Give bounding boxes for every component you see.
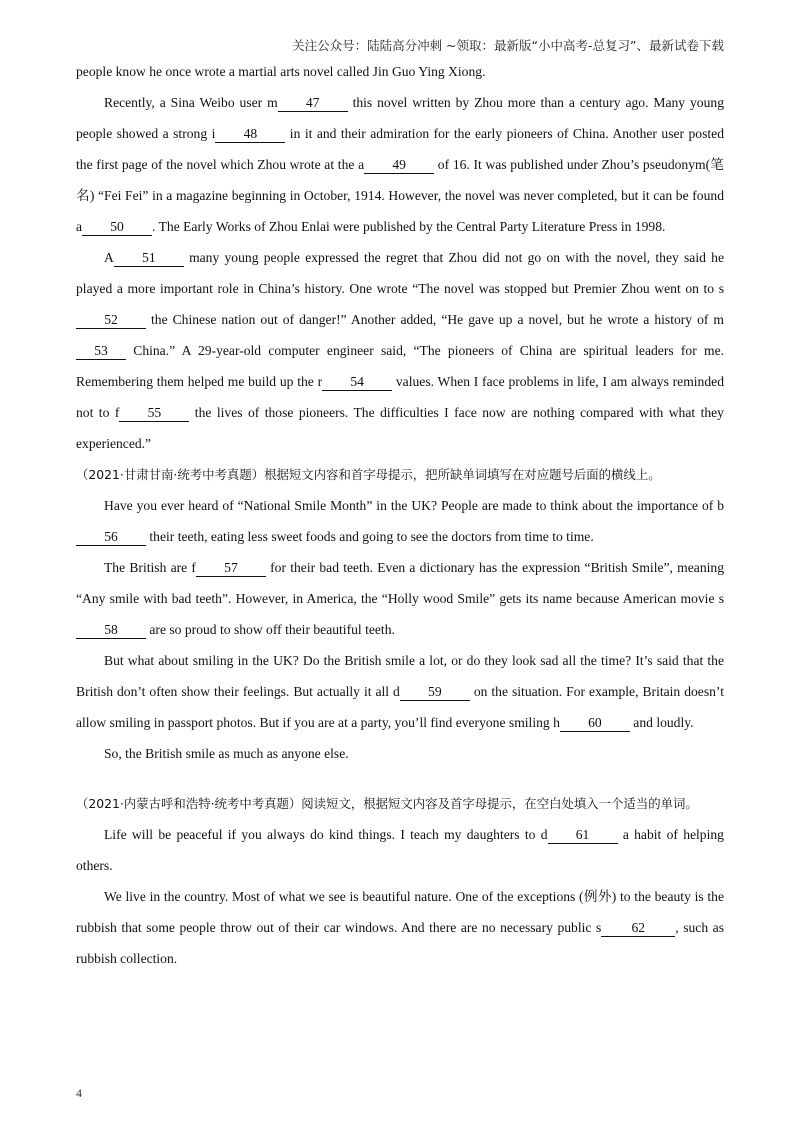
blank-59[interactable]: 59 <box>400 684 470 701</box>
paragraph-6 <box>76 645 724 738</box>
text-run: many young people expressed the regret that Zhou did not go on with the novel, they said he played a more important role in China’s history. One wrote “The novel was stopped but Premier Zhou went on to s <box>76 250 724 296</box>
blank-51[interactable]: 51 <box>114 250 184 267</box>
text-run: on the situation. For example, Britain doesn’t allow smiling in passport photos. But if you are at a party, you’ll find everyone smiling h <box>76 684 724 730</box>
text-run: a habit of helping others. <box>76 827 724 873</box>
paragraph-8 <box>76 819 724 881</box>
paragraph-2 <box>76 87 724 242</box>
paragraph-5 <box>76 552 724 645</box>
text-run: for their bad teeth. Even a dictionary has the expression “British Smile”, meaning “Any smile with bad teeth”. However, in America, the “Holly wood Smile” gets its name because American movie s <box>76 560 724 606</box>
blank-55[interactable]: 55 <box>119 405 189 422</box>
blank-54[interactable]: 54 <box>322 374 392 391</box>
text-run: The British are f <box>104 560 196 575</box>
blank-48[interactable]: 48 <box>215 126 285 143</box>
blank-62[interactable]: 62 <box>601 920 675 937</box>
paragraph-1 <box>76 56 724 87</box>
text-run: are so proud to show off their beautiful teeth. <box>146 622 395 637</box>
blank-49[interactable]: 49 <box>364 157 434 174</box>
text-run: the lives of those pioneers. The difficulties I face now are nothing compared with what they experienced.” <box>76 405 724 451</box>
blank-58[interactable]: 58 <box>76 622 146 639</box>
text-run: China.” A 29-year-old computer engineer said, “The pioneers of China are spiritual leaders for me. Remembering them helped me build up the r <box>76 343 724 389</box>
document-body <box>76 56 724 974</box>
page-header: 关注公众号：陆陆高分冲刺 ~领取：最新版“小中高考-总复习”、最新试卷下载 <box>292 38 724 53</box>
text-run: So, the British smile as much as anyone else. <box>104 746 349 761</box>
text-run: Life will be peaceful if you always do kind things. I teach my daughters to d <box>104 827 548 842</box>
paragraph-4 <box>76 490 724 552</box>
text-run: We live in the country. Most of what we see is beautiful nature. One of the exceptions (例外) to the beauty is the rubbish that some people throw out of their car windows. And there are no necessary public s <box>76 889 724 935</box>
text-run: people know he once wrote a martial arts novel called Jin Guo Ying Xiong. <box>76 64 486 79</box>
text-run: their teeth, eating less sweet foods and going to see the doctors from time to time. <box>146 529 594 544</box>
text-run: . The Early Works of Zhou Enlai were published by the Central Party Literature Press in 1998. <box>152 219 666 234</box>
blank-61[interactable]: 61 <box>548 827 618 844</box>
text-run: Recently, a Sina Weibo user m <box>104 95 278 110</box>
section-heading-2021-gansu <box>76 459 724 490</box>
paragraph-3 <box>76 242 724 459</box>
text-run: of 16. It was published under Zhou’s pseudonym(笔名) “Fei Fei” in a magazine beginning in October, 1914. However, the novel was never completed, but it can be found a <box>76 157 724 234</box>
spacer <box>76 769 724 788</box>
text-run: But what about smiling in the UK? Do the British smile a lot, or do they look sad all the time? It’s said that the British don’t often show their feelings. But actually it all d <box>76 653 724 699</box>
text-run: A <box>104 250 114 265</box>
text-run: in it and their admiration for the early pioneers of China. Another user posted the first page of the novel which Zhou wrote at the a <box>76 126 724 172</box>
blank-52[interactable]: 52 <box>76 312 146 329</box>
blank-57[interactable]: 57 <box>196 560 266 577</box>
blank-56[interactable]: 56 <box>76 529 146 546</box>
blank-53[interactable]: 53 <box>76 343 126 360</box>
section-heading-2021-huhehaote <box>76 788 724 819</box>
text-run: the Chinese nation out of danger!” Another added, “He gave up a novel, but he wrote a history of m <box>146 312 724 327</box>
text-run: Have you ever heard of “National Smile Month” in the UK? People are made to think about the importance of b <box>104 498 724 513</box>
text-run: this novel written by Zhou more than a century ago. Many young people showed a strong i <box>76 95 724 141</box>
text-run: values. When I face problems in life, I am always reminded not to f <box>76 374 724 420</box>
heading-text: （2021·内蒙古呼和浩特·统考中考真题）阅读短文，根据短文内容及首字母提示，在空白处填入一个适当的单词。 <box>76 796 698 811</box>
page-number: 4 <box>76 1086 82 1100</box>
text-run: and loudly. <box>629 715 694 730</box>
paragraph-9 <box>76 881 724 974</box>
heading-text: （2021·甘肃甘南·统考中考真题）根据短文内容和首字母提示，把所缺单词填写在对应题号后面的横线上。 <box>76 467 661 482</box>
text-run: , such as rubbish collection. <box>76 920 725 966</box>
blank-47[interactable]: 47 <box>278 95 348 112</box>
paragraph-7 <box>76 738 724 769</box>
blank-50[interactable]: 50 <box>82 219 152 236</box>
blank-60[interactable]: 60 <box>560 715 630 732</box>
